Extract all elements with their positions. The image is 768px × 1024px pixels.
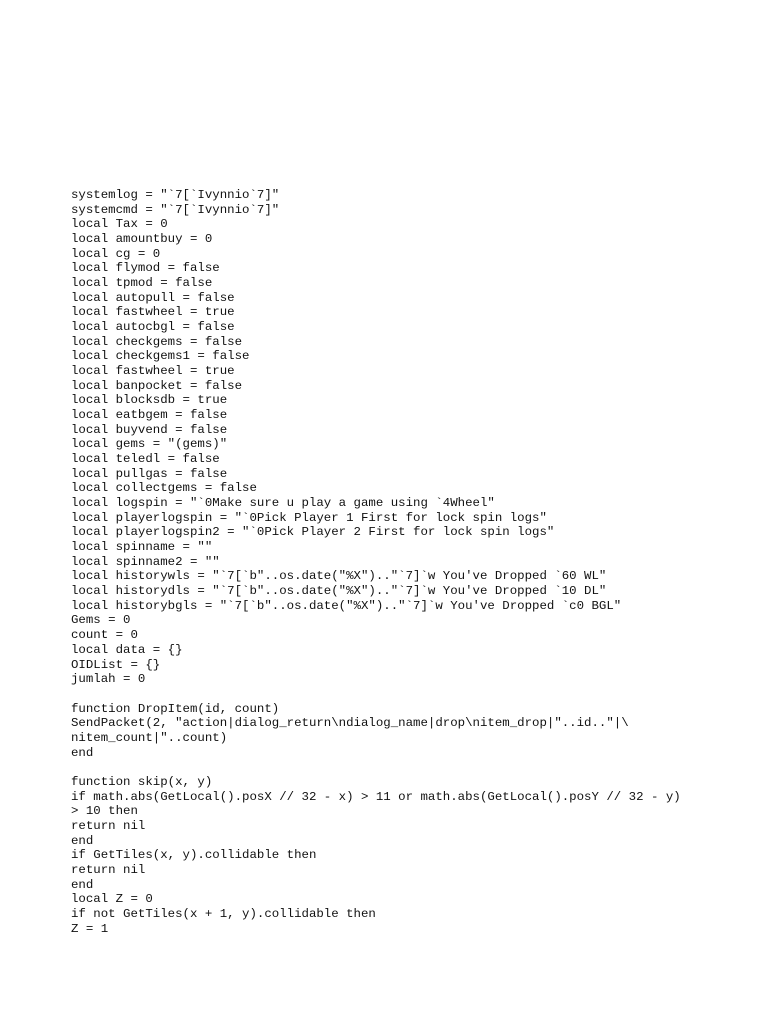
code-line: jumlah = 0 — [71, 672, 146, 687]
code-line: if GetTiles(x, y).collidable then — [71, 848, 317, 863]
code-line: local flymod = false — [71, 261, 220, 276]
code-line: local fastwheel = true — [71, 364, 235, 379]
code-line: SendPacket(2, "action|dialog_return\ndialog_name|drop\nitem_drop|"..id.."|\ — [71, 716, 629, 731]
code-line: local banpocket = false — [71, 378, 243, 393]
code-line: > 10 then — [71, 804, 138, 819]
code-line: if math.abs(GetLocal().posX // 32 - x) > 11 or math.abs(GetLocal().posY // 32 - y) — [71, 789, 681, 804]
code-line: local Tax = 0 — [71, 217, 168, 232]
blank-line — [71, 687, 751, 702]
code-line: systemcmd = "`7[`Ivynnio`7]" — [71, 202, 280, 217]
code-line: local gems = "(gems)" — [71, 437, 228, 452]
code-line: local data = {} — [71, 642, 183, 657]
code-line: local fastwheel = true — [71, 305, 235, 320]
code-line: local checkgems = false — [71, 334, 243, 349]
code-line: function skip(x, y) — [71, 774, 213, 789]
code-line: local playerlogspin2 = "`0Pick Player 2 First for lock spin logs" — [71, 525, 555, 540]
code-line: Z = 1 — [71, 921, 109, 936]
code-line: local buyvend = false — [71, 422, 228, 437]
code-line: local historywls = "`7[`b"..os.date("%X").."`7]`w You've Dropped `60 WL" — [71, 569, 607, 584]
code-line: local autocbgl = false — [71, 320, 235, 335]
code-line: local checkgems1 = false — [71, 349, 250, 364]
code-line: function DropItem(id, count) — [71, 701, 280, 716]
code-line: end — [71, 877, 94, 892]
blank-line — [71, 760, 751, 775]
code-line: local cg = 0 — [71, 246, 161, 261]
code-line: end — [71, 745, 94, 760]
code-line: systemlog = "`7[`Ivynnio`7]" — [71, 188, 280, 202]
code-line: local amountbuy = 0 — [71, 232, 213, 247]
code-line: count = 0 — [71, 628, 138, 643]
code-line: local pullgas = false — [71, 466, 228, 481]
code-line: local tpmod = false — [71, 276, 213, 291]
code-line: if not GetTiles(x + 1, y).collidable then — [71, 906, 376, 921]
code-line: local spinname2 = "" — [71, 554, 220, 569]
code-line: return nil — [71, 818, 146, 833]
code-line: Gems = 0 — [71, 613, 131, 628]
code-line: return nil — [71, 862, 146, 877]
code-line: local spinname = "" — [71, 540, 213, 555]
code-line: local blocksdb = true — [71, 393, 228, 408]
code-line: local eatbgem = false — [71, 408, 228, 423]
code-line: OIDList = {} — [71, 657, 161, 672]
code-line: local autopull = false — [71, 290, 235, 305]
code-line: local teledl = false — [71, 452, 220, 467]
code-line: local collectgems = false — [71, 481, 257, 496]
code-line: local logspin = "`0Make sure u play a game using `4Wheel" — [71, 496, 495, 511]
code-line: end — [71, 833, 94, 848]
code-line: local Z = 0 — [71, 892, 153, 907]
code-line: local playerlogspin = "`0Pick Player 1 First for lock spin logs" — [71, 510, 547, 525]
code-block — [71, 188, 751, 936]
code-line: local historydls = "`7[`b"..os.date("%X").."`7]`w You've Dropped `10 DL" — [71, 584, 607, 599]
code-line: nitem_count|"..count) — [71, 730, 228, 745]
code-line: local historybgls = "`7[`b"..os.date("%X").."`7]`w You've Dropped `c0 BGL" — [71, 598, 622, 613]
